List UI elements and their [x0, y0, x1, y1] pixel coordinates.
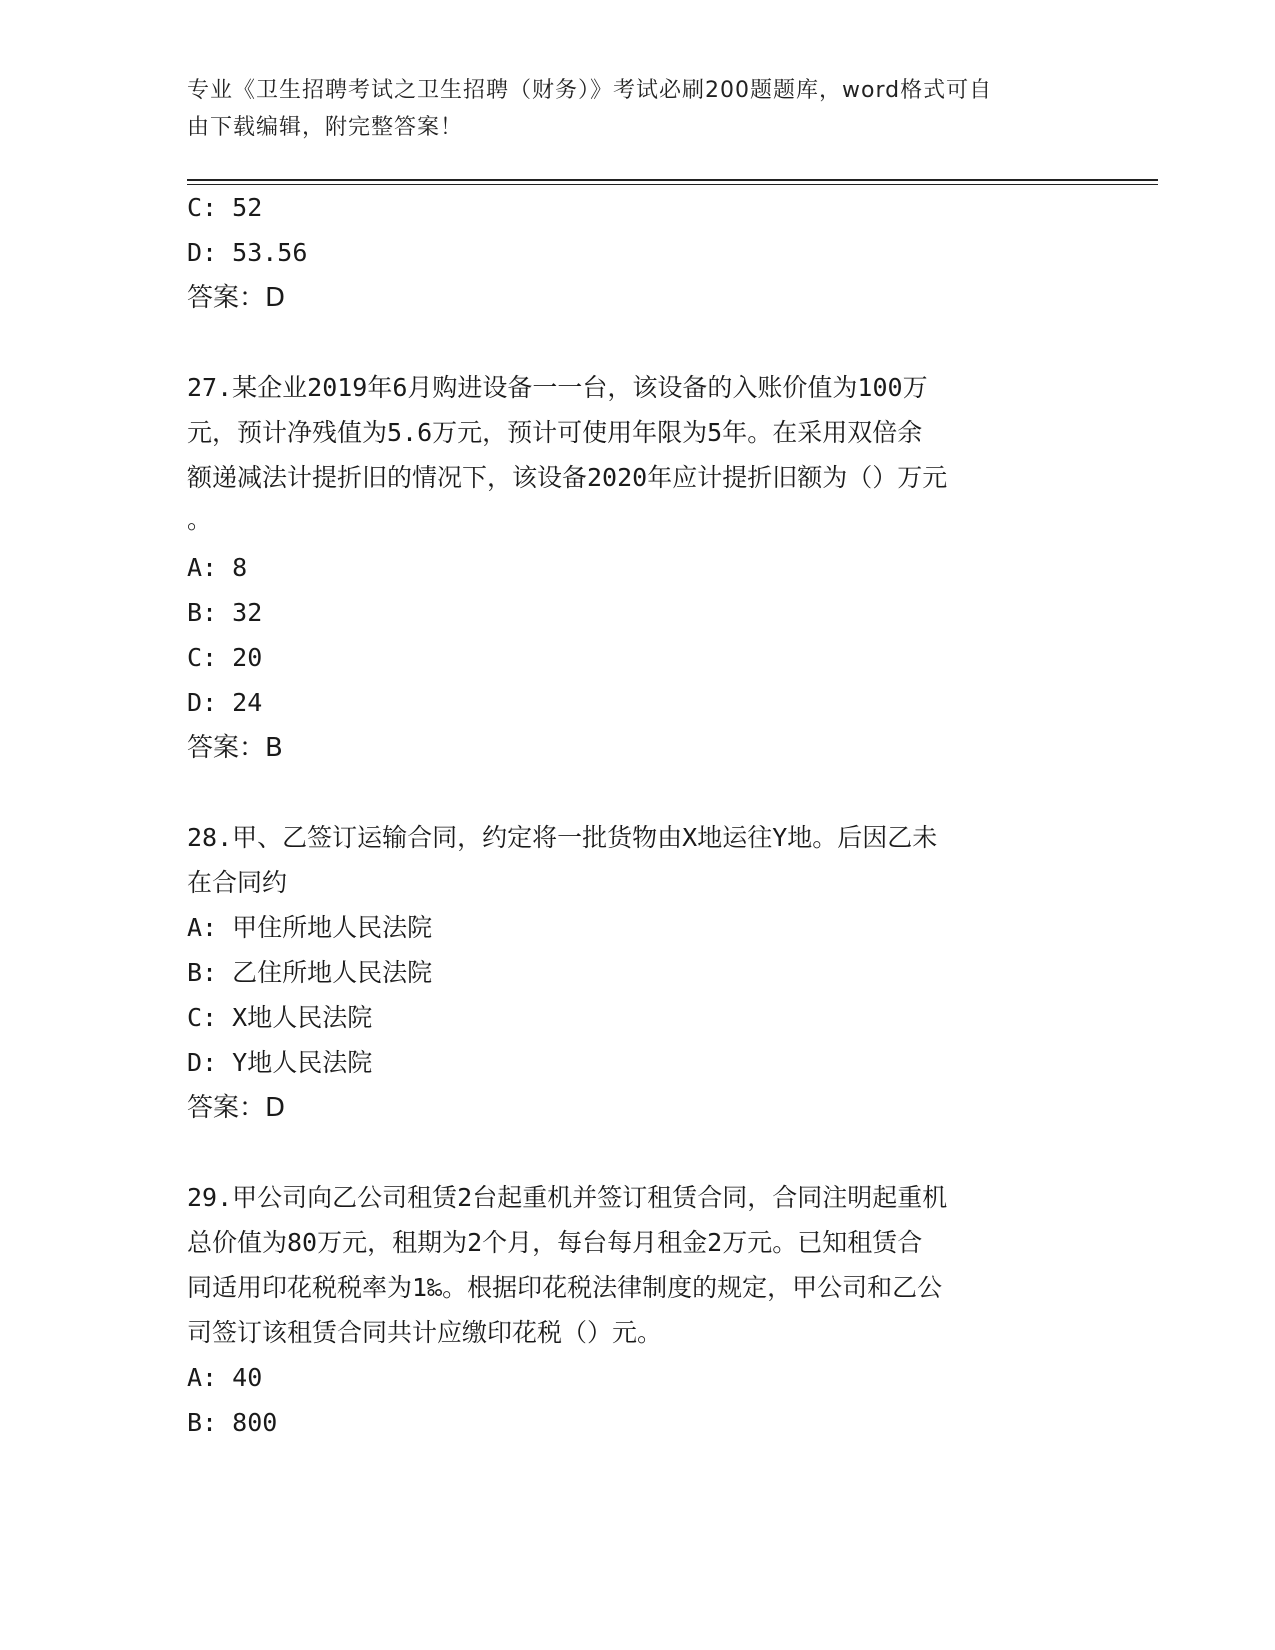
option-d: D: Y地人民法院	[187, 1048, 373, 1077]
question-stem: 27.某企业2019年6月购进设备一一台，该设备的入账价值为100万	[187, 373, 928, 402]
option-a: A: 8	[187, 553, 248, 582]
header-divider-thick	[187, 179, 1158, 181]
option-c: C: 52	[187, 193, 263, 222]
option-b: B: 乙住所地人民法院	[187, 958, 433, 987]
question-stem: 。	[187, 505, 213, 534]
option-c: C: 20	[187, 643, 263, 672]
header-line-2: 由下载编辑，附完整答案！	[187, 115, 464, 140]
question-stem: 28.甲、乙签订运输合同，约定将一批货物由X地运往Y地。后因乙未	[187, 823, 938, 852]
document-header	[187, 72, 1087, 146]
question-stem: 总价值为80万元，租期为2个月，每台每月租金2万元。已知租赁合	[187, 1228, 923, 1257]
answer-line: 答案：D	[187, 283, 286, 313]
option-b: B: 800	[187, 1408, 278, 1437]
header-line-1: 专业《卫生招聘考试之卫生招聘（财务）》考试必刷200题题库，word格式可自	[187, 78, 993, 103]
header-divider-thin	[187, 184, 1158, 185]
option-c: C: X地人民法院	[187, 1003, 373, 1032]
question-stem: 29.甲公司向乙公司租赁2台起重机并签订租赁合同，合同注明起重机	[187, 1183, 948, 1212]
option-d: D: 24	[187, 688, 263, 717]
option-d: D: 53.56	[187, 238, 308, 267]
option-b: B: 32	[187, 598, 263, 627]
answer-line: 答案：D	[187, 1093, 286, 1123]
question-stem: 同适用印花税税率为1‰。根据印花税法律制度的规定，甲公司和乙公	[187, 1273, 943, 1302]
question-stem: 司签订该租赁合同共计应缴印花税（）元。	[187, 1318, 663, 1347]
question-stem: 额递减法计提折旧的情况下，该设备2020年应计提折旧额为（）万元	[187, 463, 948, 492]
question-stem: 在合同约	[187, 868, 288, 897]
answer-line: 答案：B	[187, 733, 283, 763]
question-stem: 元，预计净残值为5.6万元，预计可使用年限为5年。在采用双倍余	[187, 418, 923, 447]
option-a: A: 40	[187, 1363, 263, 1392]
option-a: A: 甲住所地人民法院	[187, 913, 433, 942]
